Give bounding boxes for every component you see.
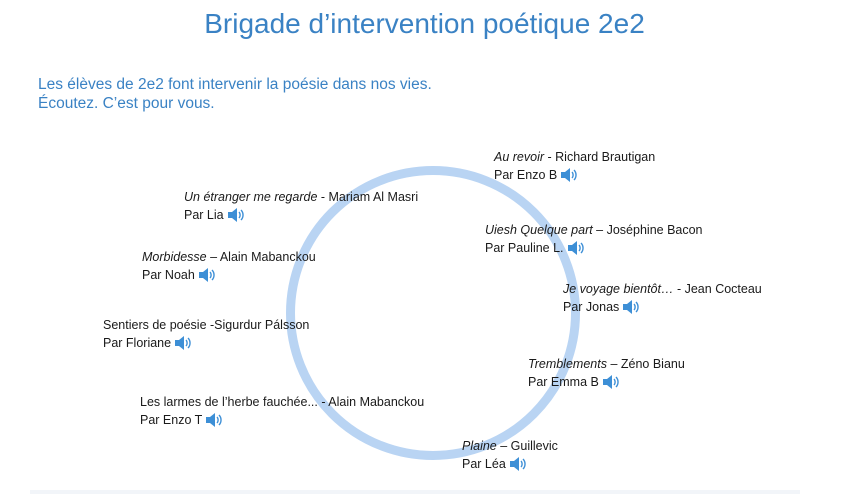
poem-title-line: Plaine – Guillevic [462, 439, 558, 453]
poem-byline: Par Enzo B [494, 165, 655, 185]
poem-au-revoir[interactable] [494, 150, 655, 185]
subtitle-line-1: Les élèves de 2e2 font intervenir la poésie dans nos vies. [38, 76, 432, 93]
speaker-icon[interactable] [226, 205, 246, 225]
poem-je-voyage[interactable] [563, 282, 762, 317]
poem-sentiers[interactable] [103, 318, 309, 353]
page-title: Brigade d’intervention poétique 2e2 [204, 8, 645, 39]
poem-title-line: Sentiers de poésie -Sigurdur Pálsson [103, 318, 310, 332]
poem-tremblements[interactable] [528, 357, 685, 392]
poem-byline: Par Noah [142, 265, 316, 285]
speaker-icon[interactable] [566, 238, 586, 258]
speaker-icon[interactable] [173, 333, 193, 353]
poem-morbidesse[interactable] [142, 250, 316, 285]
poem-byline: Par Jonas [563, 297, 762, 317]
poem-title-line: Un étranger me regarde - Mariam Al Masri [184, 190, 419, 204]
poem-uiesh[interactable] [485, 223, 703, 258]
poem-title-line: Morbidesse – Alain Mabanckou [142, 250, 316, 264]
poem-title-line: Au revoir - Richard Brautigan [494, 150, 656, 164]
poem-byline: Par Lia [184, 205, 418, 225]
poem-byline: Par Enzo T [140, 410, 424, 430]
poem-title-line: Tremblements – Zéno Bianu [528, 357, 685, 371]
poem-byline: Par Léa [462, 454, 558, 474]
speaker-icon[interactable] [197, 265, 217, 285]
poem-byline: Par Emma B [528, 372, 685, 392]
speaker-icon[interactable] [508, 454, 528, 474]
poem-title-line: Je voyage bientôt… - Jean Cocteau [563, 282, 762, 296]
speaker-icon[interactable] [621, 297, 641, 317]
subtitle-line-2: Écoutez. C’est pour vous. [38, 95, 215, 112]
poem-byline: Par Floriane [103, 333, 309, 353]
speaker-icon[interactable] [204, 410, 224, 430]
poem-plaine[interactable] [462, 439, 558, 474]
poem-title-line: Les larmes de l’herbe fauchée... - Alain Mabanckou [140, 395, 425, 409]
poem-les-larmes[interactable] [140, 395, 424, 430]
speaker-icon[interactable] [601, 372, 621, 392]
poem-un-etranger[interactable] [184, 190, 418, 225]
speaker-icon[interactable] [559, 165, 579, 185]
bottom-divider [30, 490, 800, 494]
poem-title-line: Uiesh Quelque part – Joséphine Bacon [485, 223, 703, 237]
poem-byline: Par Pauline L. [485, 238, 703, 258]
